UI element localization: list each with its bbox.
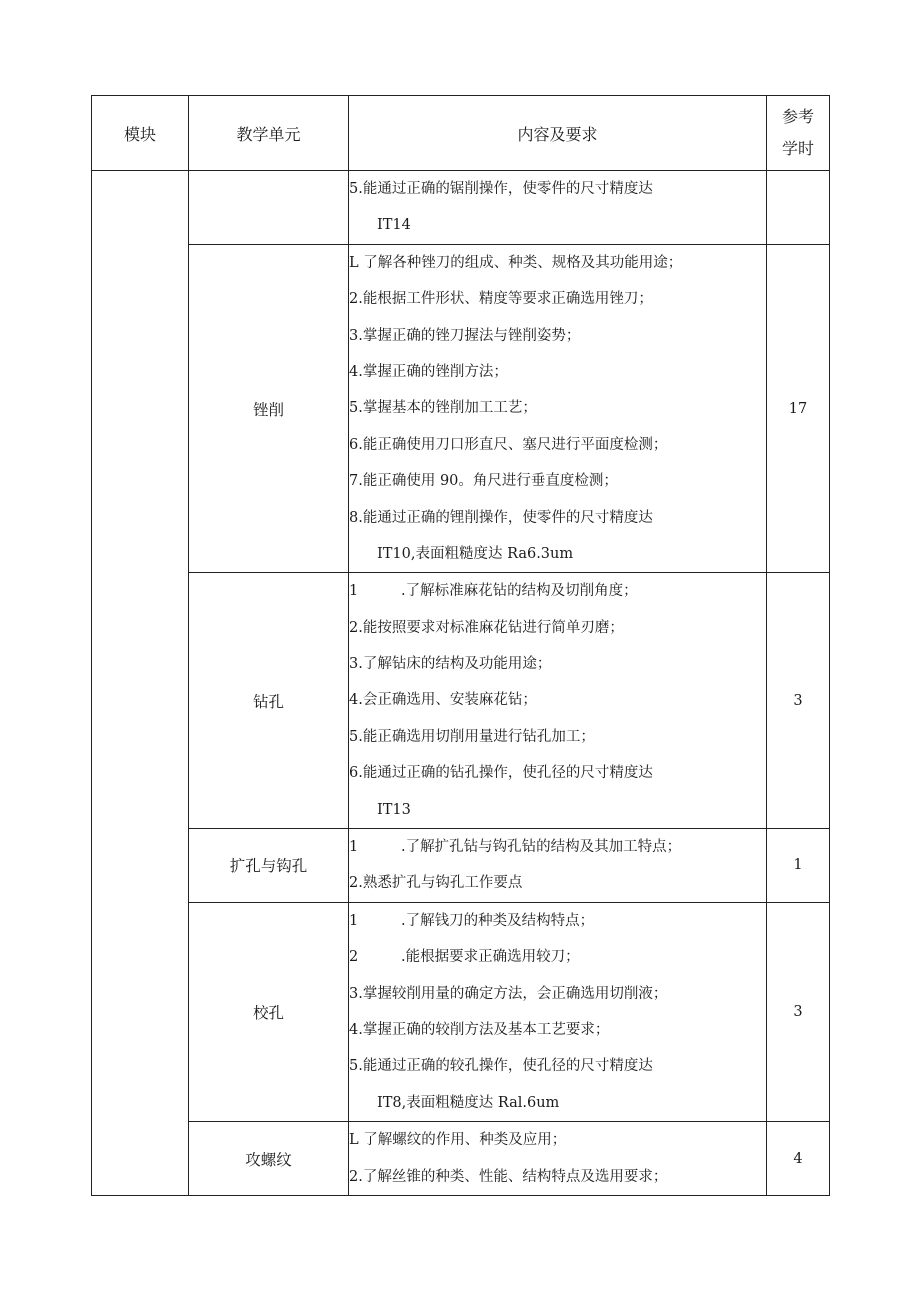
- requirement-line: [349, 245, 766, 281]
- content-cell: [349, 829, 767, 903]
- item-number: 5.: [349, 1058, 363, 1075]
- hours-cell: 17: [767, 244, 830, 573]
- requirement-text: 能正确使用 90。角尺进行垂直度检测；: [362, 473, 618, 490]
- header-hours-line2: 学时: [781, 139, 814, 158]
- table-row: [92, 244, 830, 573]
- table-row: [92, 171, 830, 245]
- requirement-line: [349, 682, 766, 718]
- requirement-text: 能按照要求对标准麻花钻进行简单刃磨；: [362, 619, 624, 636]
- requirement-text: IT14: [377, 217, 411, 234]
- hours-cell: 3: [767, 573, 830, 829]
- item-number: 7.: [349, 473, 363, 490]
- hours-cell: [767, 171, 830, 245]
- requirement-text: 掌握较削用量的确定方法，会正确选用切削液；: [362, 985, 668, 1002]
- content-cell: [349, 1122, 767, 1196]
- item-number: 3.: [349, 327, 363, 344]
- requirement-text: 掌握基本的锉削加工工艺；: [362, 400, 537, 417]
- requirement-line: [349, 719, 766, 755]
- header-hours-line1: 参考: [781, 107, 814, 126]
- requirement-text: .了解钱刀的种类及结构特点；: [401, 912, 595, 929]
- item-number: 1: [349, 912, 359, 929]
- requirement-text: .了解扩孔钻与钩孔钻的结构及其加工特点；: [401, 839, 682, 856]
- header-row: [92, 96, 830, 171]
- module-cell: [92, 171, 189, 1196]
- requirement-text: 了解钻床的结构及功能用途；: [362, 656, 552, 673]
- requirement-line: [349, 792, 766, 828]
- header-unit: 教学单元: [189, 96, 349, 171]
- table-row: [92, 829, 830, 903]
- requirement-text: 熟悉扩孔与钩孔工作要点: [362, 875, 523, 892]
- item-number: 8.: [349, 509, 363, 526]
- item-number: 4.: [349, 692, 363, 709]
- item-number: 2.: [349, 1168, 363, 1185]
- requirement-text: 了解各种锉刀的组成、种类、规格及其功能用途；: [358, 254, 683, 271]
- requirement-text: IT8,表面粗糙度达 Ral.6um: [377, 1094, 560, 1111]
- requirement-line: [349, 610, 766, 646]
- requirement-line: [349, 207, 766, 243]
- item-number: 2.: [349, 875, 363, 892]
- requirement-line: [349, 390, 766, 426]
- requirement-text: 能通过正确的较孔操作，使孔径的尺寸精度达: [362, 1058, 653, 1075]
- requirement-line: [349, 536, 766, 572]
- unit-cell: [189, 171, 349, 245]
- content-cell: [349, 171, 767, 245]
- requirement-text: 能通过正确的钻孔操作，使孔径的尺寸精度达: [362, 765, 653, 782]
- requirement-line: [349, 865, 766, 901]
- requirement-line: [349, 1159, 766, 1195]
- requirement-line: [349, 1122, 766, 1158]
- requirement-line: [349, 281, 766, 317]
- requirement-text: 了解丝锥的种类、性能、结构特点及选用要求；: [362, 1168, 668, 1185]
- syllabus-table: [91, 95, 830, 1196]
- requirement-text: 能根据工件形状、精度等要求正确选用锉刀；: [362, 291, 653, 308]
- item-number: 3.: [349, 656, 363, 673]
- requirement-line: [349, 573, 766, 609]
- item-number: 5.: [349, 400, 363, 417]
- requirement-text: 能通过正确的锂削操作，使零件的尺寸精度达: [362, 509, 653, 526]
- item-number: 4.: [349, 363, 363, 380]
- item-number: 4.: [349, 1021, 363, 1038]
- requirement-line: [349, 1012, 766, 1048]
- requirement-line: [349, 939, 766, 975]
- item-number: 1: [349, 839, 359, 856]
- content-cell: [349, 902, 767, 1121]
- item-number: L: [349, 254, 359, 271]
- item-number: 5.: [349, 728, 363, 745]
- item-number: 5.: [349, 181, 363, 197]
- requirement-line: [349, 903, 766, 939]
- content-cell: [349, 573, 767, 829]
- requirement-line: [349, 1085, 766, 1121]
- hours-cell: 4: [767, 1122, 830, 1196]
- item-number: 2.: [349, 291, 363, 308]
- hours-cell: 3: [767, 902, 830, 1121]
- table-row: [92, 573, 830, 829]
- header-content: 内容及要求: [349, 96, 767, 171]
- item-number: L: [349, 1132, 359, 1149]
- requirement-text: 掌握正确的锉削方法；: [362, 363, 508, 380]
- hours-cell: 1: [767, 829, 830, 903]
- unit-cell: 校孔: [189, 902, 349, 1121]
- requirement-text: 能正确使用刀口形直尺、塞尺进行平面度检测；: [362, 436, 668, 453]
- item-number: 2.: [349, 619, 363, 636]
- requirement-text: 掌握正确的锉刀握法与锉削姿势；: [362, 327, 581, 344]
- content-cell: [349, 244, 767, 573]
- requirement-text: 掌握正确的较削方法及基本工艺要求；: [362, 1021, 610, 1038]
- unit-cell: 攻螺纹: [189, 1122, 349, 1196]
- requirement-line: [349, 829, 766, 865]
- item-number: 6.: [349, 436, 363, 453]
- requirement-text: 了解螺纹的作用、种类及应用；: [358, 1132, 567, 1149]
- requirement-line: [349, 171, 766, 207]
- requirement-line: [349, 976, 766, 1012]
- header-module: 模块: [92, 96, 189, 171]
- requirement-line: [349, 1048, 766, 1084]
- requirement-text: 会正确选用、安装麻花钻；: [362, 692, 537, 709]
- requirement-line: [349, 318, 766, 354]
- requirement-text: 能通过正确的锯削操作，使零件的尺寸精度达: [362, 181, 653, 197]
- item-number: 2: [349, 949, 359, 966]
- unit-cell: 锉削: [189, 244, 349, 573]
- requirement-text: 能正确选用切削用量进行钻孔加工；: [362, 728, 595, 745]
- requirement-text: IT10,表面粗糙度达 Ra6.3um: [377, 545, 574, 562]
- requirement-line: [349, 755, 766, 791]
- table-row: [92, 902, 830, 1121]
- table-row: [92, 1122, 830, 1196]
- requirement-text: IT13: [377, 801, 411, 818]
- requirement-line: [349, 463, 766, 499]
- requirement-text: .了解标准麻花钻的结构及切削角度；: [401, 583, 638, 600]
- item-number: 1: [349, 583, 359, 600]
- requirement-text: .能根据要求正确选用较刀；: [401, 949, 580, 966]
- unit-cell: 扩孔与钩孔: [189, 829, 349, 903]
- requirement-line: [349, 500, 766, 536]
- unit-cell: 钻孔: [189, 573, 349, 829]
- requirement-line: [349, 646, 766, 682]
- table-body: [92, 96, 830, 1196]
- item-number: 6.: [349, 765, 363, 782]
- header-hours: [767, 96, 830, 171]
- requirement-line: [349, 354, 766, 390]
- item-number: 3.: [349, 985, 363, 1002]
- requirement-line: [349, 427, 766, 463]
